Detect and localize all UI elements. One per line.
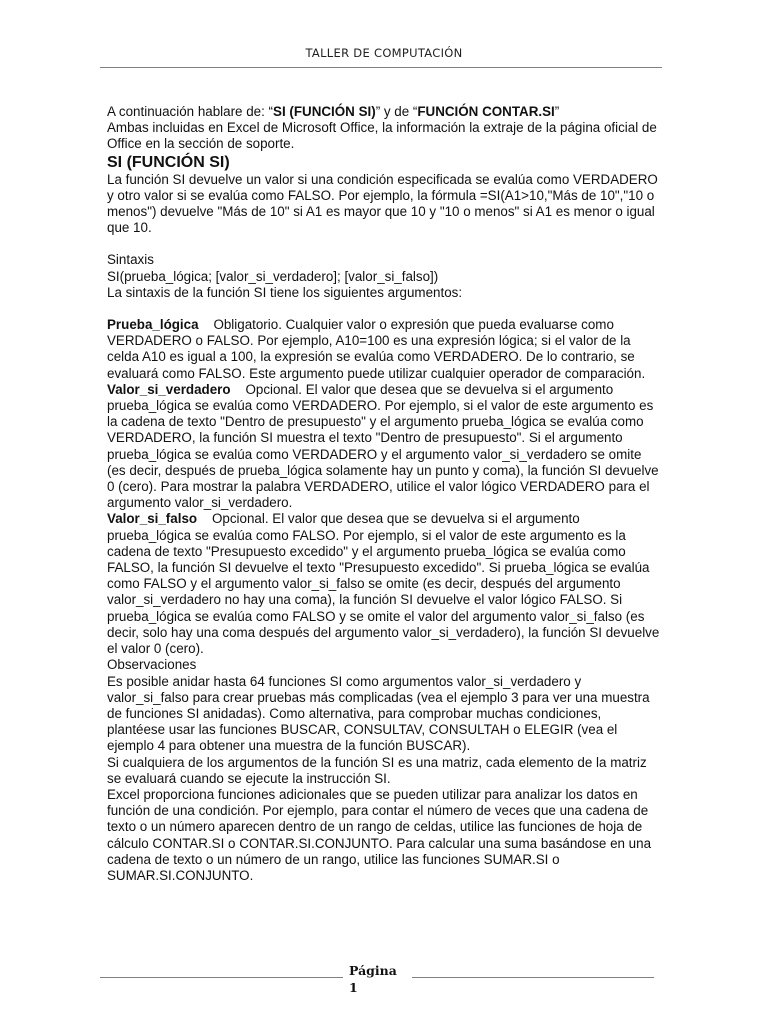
page-header-title: TALLER DE COMPUTACIÓN — [305, 46, 463, 60]
argument-text: Obligatorio. Cualquier valor o expresión que pueda evaluarse como VERDADERO o FALSO. Por ejemplo, A10=100 es una expresión lógica; si el valor de la celda A10 es igual a 100, la expresión se evalúa como VERDADERO. De lo contrario, se evaluará como FALSO. Este argumento puede utilizar cualquier operador de comparación. — [107, 317, 646, 381]
section-description: La función SI devuelve un valor si una condición especificada se evalúa como VERDADERO y otro valor si se evalúa como FALSO. Por ejemplo, la fórmula =SI(A1>10,"Más de 10","10 o menos") devuelve "Más de 10" si A1 es mayor que 10 y "10 o menos" si A1 es menor o igual que 10. — [107, 171, 658, 236]
observation-paragraph: Si cualquiera de los argumentos de la función SI es una matriz, cada elemento de la matriz se evaluará cuando se ejecute la instrucción SI. — [107, 754, 647, 786]
document-body — [107, 104, 662, 884]
argument-name: Valor_si_falso — [107, 511, 198, 527]
header-rule — [100, 67, 662, 68]
syntax-intro: La sintaxis de la función SI tiene los siguientes argumentos: — [107, 284, 463, 300]
intro-line-1: A continuación hablare de: “SI (FUNCIÓN SI)” y de “FUNCIÓN CONTAR.SI” — [107, 104, 560, 119]
argument-prueba-logica — [107, 317, 662, 382]
section-heading: SI (FUNCIÓN SI) — [107, 153, 230, 171]
argument-valor-si-verdadero — [107, 382, 662, 512]
observation-paragraph: Es posible anidar hasta 64 funciones SI como argumentos valor_si_verdadero y valor_si_falso para crear pruebas más complicadas (vea el ejemplo 3 para ver una muestra de funciones SI anidadas). Como alternativa, para comprobar muchas condiciones, plantéese usar las funciones BUSCAR, CONSULTAV, CONSULTAH o ELEGIR (vea el ejemplo 4 para obtener una muestra de la función BUSCAR). — [107, 673, 650, 754]
argument-name: Valor_si_verdadero — [107, 381, 231, 397]
argument-text: Opcional. El valor que desea que se devuelva si el argumento prueba_lógica se evalúa como FALSO. Por ejemplo, si el valor de este argumento es la cadena de texto "Presupuesto excedido" y el argumento prueba_lógica se evalúa como FALSO, la función SI devuelve el texto "Presupuesto excedido". Si prueba_lógica se evalúa como FALSO y el argumento valor_si_falso se omite (es decir, después del argumento valor_si_verdadero no hay una coma), la función SI devuelve el valor lógico FALSO. Si prueba_lógica se evalúa como FALSO y se omite el valor del argumento valor_si_falso (es decir, solo hay una coma después del argumento valor_si_verdadero), la función SI devuelve el valor 0 (cero). — [107, 511, 660, 657]
footer-rule-left — [100, 977, 343, 978]
observation-paragraph: Excel proporciona funciones adicionales que se pueden utilizar para analizar los datos en función de una condición. Por ejemplo, para contar el número de veces que una cadena de texto o un número aparecen dentro de un rango de celdas, utilice las funciones de hoja de cálculo CONTAR.SI o CONTAR.SI.CONJUNTO. Para calcular una suma basándose en una cadena de texto o un número de un rango, utilice las funciones SUMAR.SI o SUMAR.SI.CONJUNTO. — [107, 786, 652, 883]
syntax-formula: SI(prueba_lógica; [valor_si_verdadero]; [valor_si_falso]) — [107, 268, 439, 284]
intro-line-2: Ambas incluidas en Excel de Microsoft Office, la información la extraje de la página oficial de Office en la sección de soporte. — [107, 120, 657, 152]
syntax-label: Sintaxis — [107, 252, 154, 268]
argument-text: Opcional. El valor que desea que se devuelva si el argumento prueba_lógica se evalúa como VERDADERO. Por ejemplo, si el valor de este argumento es la cadena de texto "Dentro de presupuesto" y el argumento prueba_lógica se evalúa como VERDADERO, la función SI muestra el texto "Dentro de presupuesto". Si el argumento prueba_lógica se evalúa como VERDADERO y el argumento valor_si_verdadero se omite (es decir, después de prueba_lógica solamente hay un punto y coma), la función SI devuelve 0 (cero). Para mostrar la palabra VERDADERO, utilice el valor lógico VERDADERO para el argumento valor_si_verdadero. — [107, 381, 659, 511]
page-label: Página — [349, 963, 397, 978]
intro-term-contar-si: FUNCIÓN CONTAR.SI — [417, 104, 555, 119]
footer-rule-right — [412, 977, 654, 978]
observations-label: Observaciones — [107, 657, 197, 673]
page-number-label — [349, 962, 399, 996]
intro-term-si: SI (FUNCIÓN SI) — [273, 104, 376, 119]
page-number: 1 — [349, 980, 358, 995]
argument-name: Prueba_lógica — [107, 317, 199, 333]
argument-valor-si-falso — [107, 511, 662, 657]
